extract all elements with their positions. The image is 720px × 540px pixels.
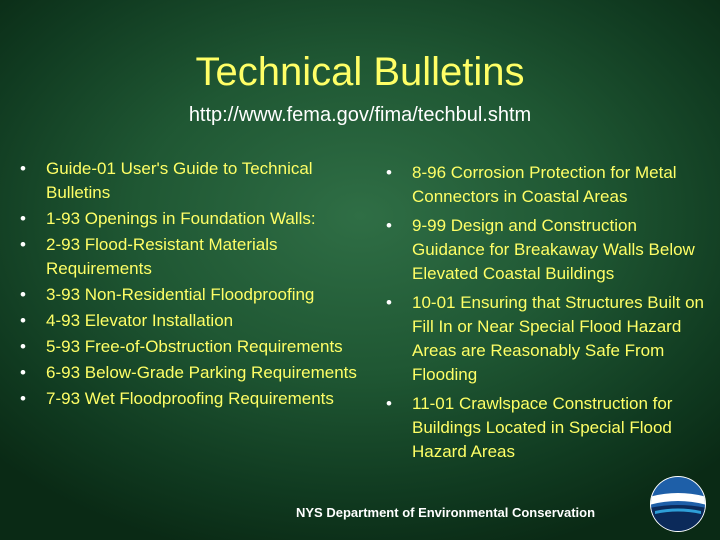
list-item: • 6-93 Below-Grade Parking Requirements xyxy=(18,361,363,385)
list-item: • 11-01 Crawlspace Construction for Buildings Located in Special Flood Hazard Areas xyxy=(384,392,714,464)
bulletin-list-right xyxy=(384,161,714,469)
footer-organization: NYS Department of Environmental Conservation xyxy=(296,505,596,520)
list-item: • Guide-01 User's Guide to Technical Bulletins xyxy=(18,157,363,205)
list-item: • 1-93 Openings in Foundation Walls: xyxy=(18,207,363,231)
bulletin-list-left xyxy=(18,157,363,413)
slide-title: Technical Bulletins xyxy=(195,50,525,94)
list-item: • 3-93 Non-Residential Floodproofing xyxy=(18,283,363,307)
list-item: • 8-96 Corrosion Protection for Metal Connectors in Coastal Areas xyxy=(384,161,714,209)
slide-subtitle-url: http://www.fema.gov/fima/techbul.shtm xyxy=(188,104,532,126)
list-item: • 9-99 Design and Construction Guidance for Breakaway Walls Below Elevated Coastal Buildings xyxy=(384,214,714,286)
list-item: • 2-93 Flood-Resistant Materials Requirements xyxy=(18,233,363,281)
list-item: • 5-93 Free-of-Obstruction Requirements xyxy=(18,335,363,359)
list-item: • 4-93 Elevator Installation xyxy=(18,309,363,333)
list-item: • 10-01 Ensuring that Structures Built on Fill In or Near Special Flood Hazard Areas are Reasonably Safe From Flooding xyxy=(384,291,714,387)
nys-dec-logo-icon xyxy=(649,475,707,533)
list-item: • 7-93 Wet Floodproofing Requirements xyxy=(18,387,363,411)
